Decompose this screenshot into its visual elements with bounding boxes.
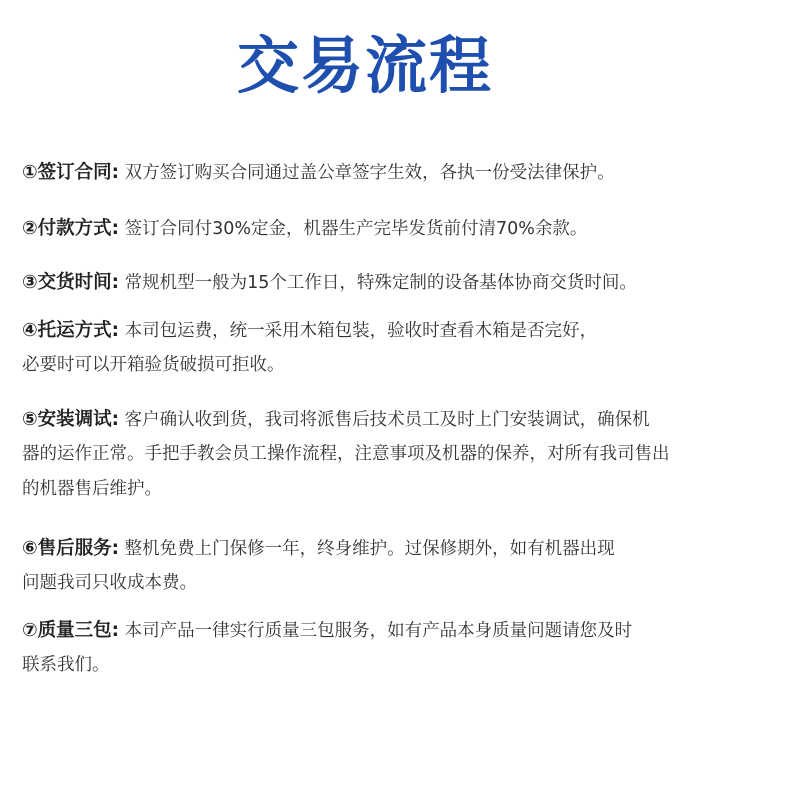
- item-label: ⑤安装调试:: [22, 409, 120, 430]
- item-line: [22, 265, 772, 300]
- item-text: 整机免费上门保修一年，终身维护。过保修期外，如有机器出现: [119, 539, 615, 559]
- list-item-delivery-time: [22, 265, 772, 300]
- item-text: 客户确认收到货，我司将派售后技术员工及时上门安装调试，确保机: [119, 410, 650, 430]
- item-line: [22, 155, 772, 190]
- item-label: ⑦质量三包:: [22, 620, 120, 641]
- item-text: 的机器售后维护。: [22, 479, 162, 499]
- item-label: ③交货时间:: [22, 272, 120, 293]
- item-label: ⑥售后服务:: [22, 538, 120, 559]
- item-line: [22, 472, 772, 507]
- item-label: ②付款方式:: [22, 218, 120, 239]
- item-label: ①签订合同:: [22, 162, 120, 183]
- item-text: 常规机型一般为15个工作日，特殊定制的设备基体协商交货时间。: [119, 273, 637, 293]
- item-text: 问题我司只收成本费。: [22, 573, 197, 593]
- item-line: [22, 402, 772, 437]
- item-label: ④托运方式:: [22, 320, 120, 341]
- item-text: 本司包运费，统一采用木箱包装，验收时查看木箱是否完好，: [119, 321, 598, 341]
- list-item-warranty: [22, 613, 772, 683]
- item-line: [22, 313, 772, 348]
- item-line: [22, 348, 772, 383]
- item-text: 必要时可以开箱验货破损可拒收。: [22, 355, 285, 375]
- item-text: 签订合同付30%定金，机器生产完毕发货前付清70%余款。: [119, 219, 588, 239]
- item-line: [22, 531, 772, 566]
- item-line: [22, 613, 772, 648]
- item-line: [22, 211, 772, 246]
- page-title: 交易流程: [236, 29, 493, 102]
- item-text: 器的运作正常。手把手教会员工操作流程，注意事项及机器的保养，对所有我司售出: [22, 444, 670, 464]
- list-item-contract: [22, 155, 772, 190]
- item-text: 双方签订购买合同通过盖公章签字生效，各执一份受法律保护。: [119, 163, 615, 183]
- item-text: 本司产品一律实行质量三包服务，如有产品本身质量问题请您及时: [119, 621, 633, 641]
- list-item-shipping: [22, 313, 772, 383]
- list-item-payment: [22, 211, 772, 246]
- item-line: [22, 566, 772, 601]
- item-text: 联系我们。: [22, 655, 110, 675]
- item-line: [22, 648, 772, 683]
- item-line: [22, 437, 772, 472]
- list-item-after-sales: [22, 531, 772, 601]
- list-item-installation: [22, 402, 772, 507]
